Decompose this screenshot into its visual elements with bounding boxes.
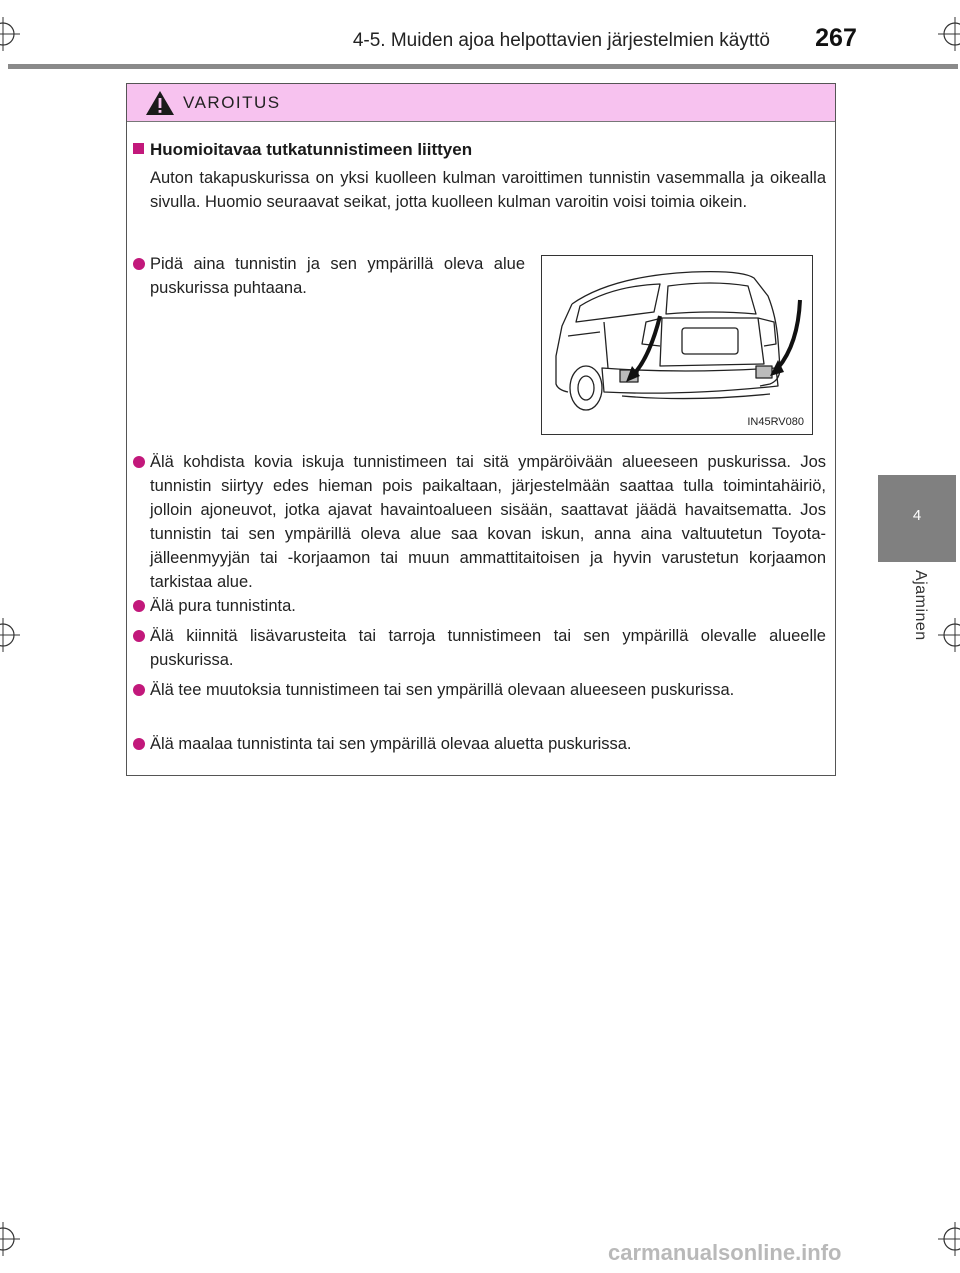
bullet-item	[133, 594, 826, 618]
bullet-text: Älä tee muutoksia tunnistimeen tai sen ympärillä olevaan alueeseen puskurissa.	[150, 681, 735, 699]
bullet-text: Älä kohdista kovia iskuja tunnistimeen tai sitä ympäröivään alueeseen puskurissa. Jos tunnistin siirtyy edes hieman pois paikaltaan, järjestelmään saattaa tulla toimintahäiriö, jolloin ajoneuvot, jotka ajavat havaintoalueen sisään, saattavat jäädä havaitsematta. Jos tunnistin tai sen ympärillä oleva alue saa kovan iskun, anna aina valtuutetun Toyota-jälleenmyyjän tai -korjaamon tai muun ammattitaitoisen ja hyvin varustetun korjaamon tarkistaa alue.	[150, 453, 826, 591]
bullet-item	[133, 678, 826, 702]
bullet-text: Älä pura tunnistinta.	[150, 597, 296, 615]
bullet-text: Älä kiinnitä lisävarusteita tai tarroja tunnistimeen tai sen ympärillä olevalle alueelle puskurissa.	[150, 627, 826, 669]
section-heading-text: Huomioitavaa tutkatunnistimeen liittyen	[150, 140, 473, 159]
watermark: carmanualsonline.info	[608, 1240, 842, 1265]
suv-rear-illustration	[542, 256, 812, 434]
warning-box	[126, 83, 836, 776]
bullet-item	[133, 624, 826, 672]
warning-label: VAROITUS	[183, 92, 281, 112]
intro-paragraph: Auton takapuskurissa on yksi kuolleen kulman varoittimen tunnistin vasemmalla ja oikealla sivulla. Huomio seuraavat seikat, jotta kuolleen kulman varoitin voisi toimia oikein.	[150, 169, 826, 211]
figure-code: IN45RV080	[747, 416, 804, 428]
registration-mark-mid-left	[0, 618, 20, 652]
section-heading	[133, 140, 472, 160]
page-header-title: 4-5. Muiden ajoa helpottavien järjestelmien käyttö	[352, 30, 770, 51]
bullet-dot-icon	[133, 600, 145, 612]
header-rule	[8, 64, 958, 69]
bullet-dot-icon	[133, 456, 145, 468]
bullet-item	[133, 252, 525, 300]
registration-mark-bottom-right	[938, 1222, 960, 1256]
bullet-dot-icon	[133, 258, 145, 270]
bullet-dot-icon	[133, 738, 145, 750]
page-number: 267	[815, 24, 857, 52]
chapter-label: Ajaminen	[912, 570, 929, 641]
bullet-item	[133, 732, 826, 756]
warning-header	[127, 84, 835, 122]
warning-triangle-icon	[145, 90, 175, 116]
bullet-text: Älä maalaa tunnistinta tai sen ympärillä olevaa aluetta puskurissa.	[150, 735, 632, 753]
registration-mark-top-right	[938, 17, 960, 51]
registration-mark-bottom-left	[0, 1222, 20, 1256]
chapter-tab	[878, 475, 956, 562]
rear-bumper-sensor-figure	[541, 255, 813, 435]
square-bullet-icon	[133, 143, 144, 154]
bullet-text: Pidä aina tunnistin ja sen ympärillä oleva alue puskurissa puhtaana.	[150, 255, 525, 297]
registration-mark-top-left	[0, 17, 20, 51]
chapter-number: 4	[912, 507, 922, 524]
bullet-item	[133, 450, 826, 594]
registration-mark-mid-right	[938, 618, 960, 652]
bullet-dot-icon	[133, 630, 145, 642]
bullet-dot-icon	[133, 684, 145, 696]
